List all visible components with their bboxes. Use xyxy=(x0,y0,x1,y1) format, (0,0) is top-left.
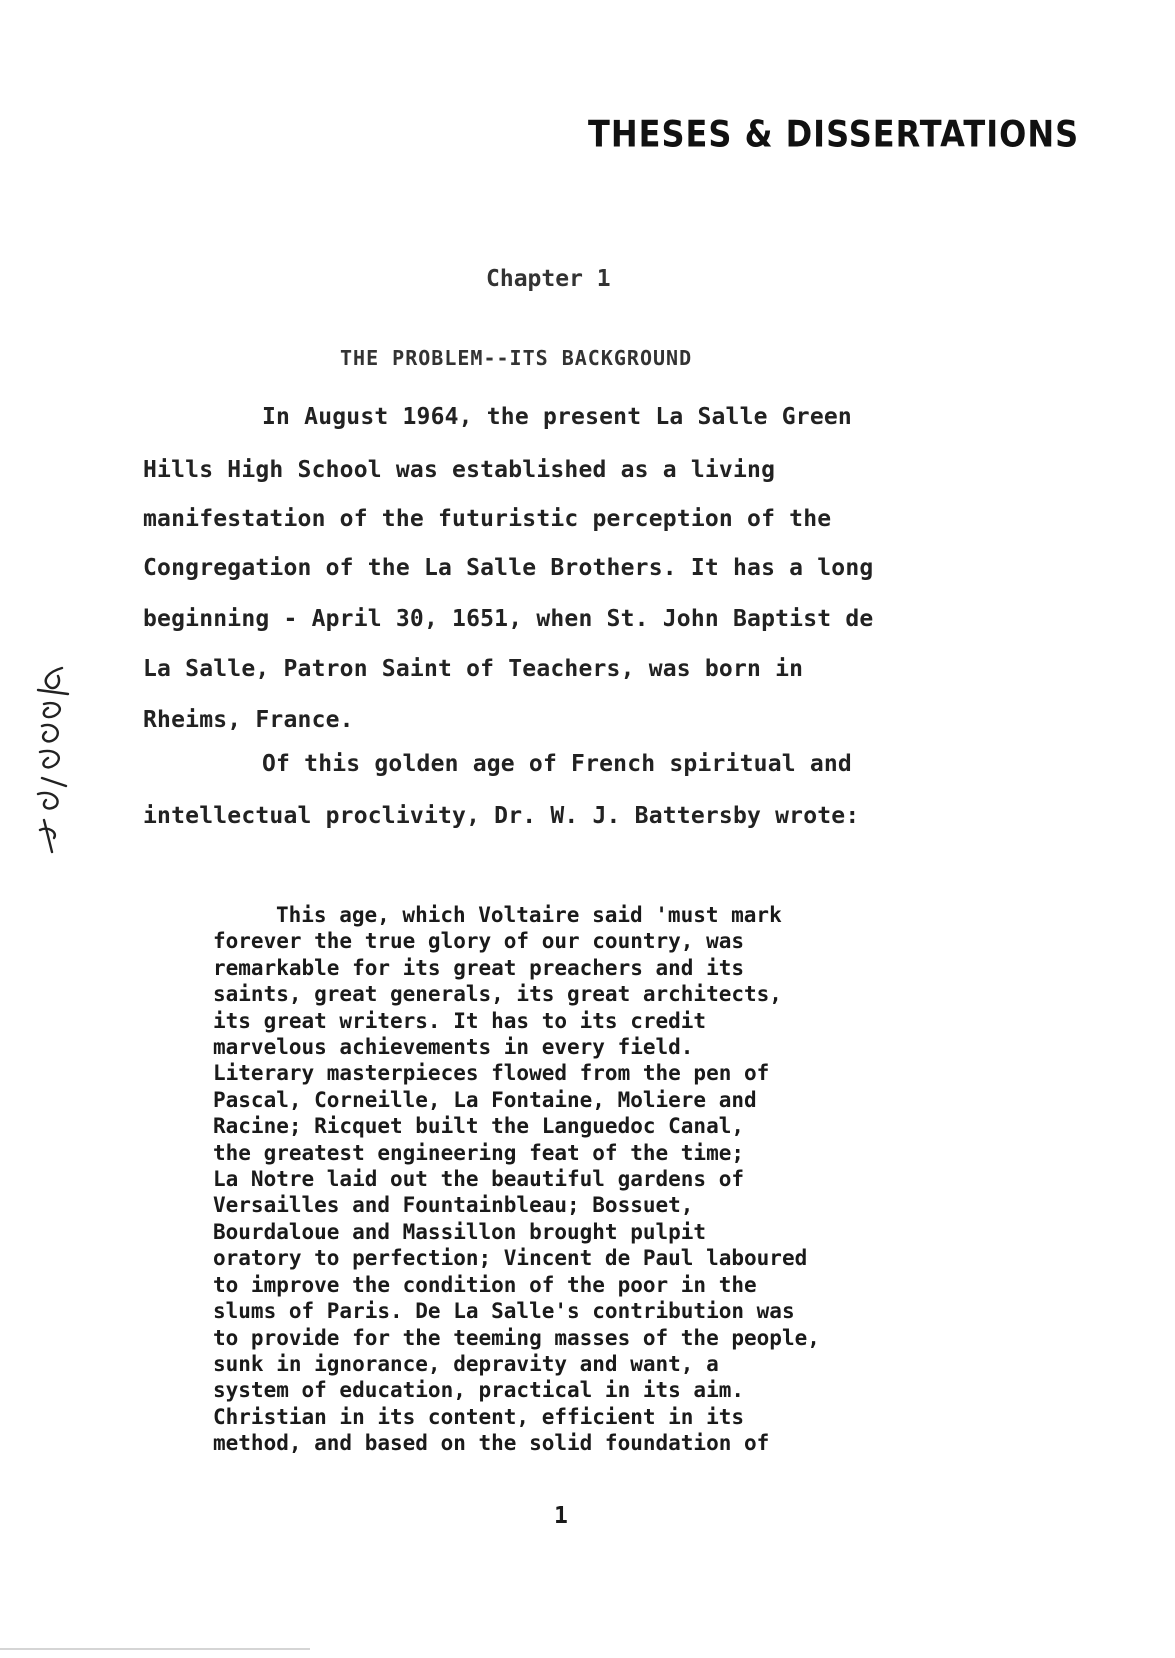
chapter-title: THE PROBLEM--ITS BACKGROUND xyxy=(340,346,693,370)
quote-line: Bourdaloue and Massillon brought pulpit xyxy=(213,1219,707,1244)
quote-line: system of education, practical in its aim. xyxy=(213,1378,745,1403)
quote-line: its great writers. It has to its credit xyxy=(213,1008,707,1033)
quote-line: Literary masterpieces flowed from the pen of xyxy=(213,1061,770,1086)
paragraph-2-line: intellectual proclivity, Dr. W. J. Battersby wrote: xyxy=(143,803,860,829)
quote-line: Racine; Ricquet built the Languedoc Canal, xyxy=(213,1114,745,1139)
quote-line: the greatest engineering feat of the time; xyxy=(213,1140,745,1165)
scan-footer-strip xyxy=(0,1646,310,1652)
paragraph-1-line: Rheims, France. xyxy=(143,707,354,733)
paragraph-1-line: beginning - April 30, 1651, when St. John Baptist de xyxy=(143,606,874,632)
quote-line: sunk in ignorance, depravity and want, a xyxy=(213,1351,719,1376)
quote-line: oratory to perfection; Vincent de Paul laboured xyxy=(213,1246,808,1271)
quote-line: Christian in its content, efficient in its xyxy=(213,1404,745,1429)
quote-line: This age, which Voltaire said 'must mark xyxy=(276,903,782,927)
paragraph-1-line: La Salle, Patron Saint of Teachers, was born in xyxy=(143,656,804,682)
theses-dissertations-stamp: THESES & DISSERTATIONS xyxy=(588,112,1080,156)
quote-line: saints, great generals, its great architects, xyxy=(213,982,782,1007)
page-number: 1 xyxy=(554,1503,568,1529)
quote-line: to improve the condition of the poor in the xyxy=(213,1272,757,1297)
paragraph-2-line: Of this golden age of French spiritual and xyxy=(262,751,852,777)
paragraph-1-line: Congregation of the La Salle Brothers. It has a long xyxy=(143,555,874,581)
quote-line: slums of Paris. De La Salle's contribution was xyxy=(213,1299,795,1324)
paragraph-1-line: In August 1964, the present La Salle Green xyxy=(262,404,852,430)
quote-line: method, and based on the solid foundation of xyxy=(213,1431,770,1456)
quote-line: Pascal, Corneille, La Fontaine, Moliere and xyxy=(213,1087,757,1112)
paragraph-1-line: manifestation of the futuristic perception of the xyxy=(143,506,832,532)
block-quote xyxy=(213,902,1013,1457)
handwritten-margin-note xyxy=(18,660,78,860)
quote-line: remarkable for its great preachers and its xyxy=(213,955,745,980)
quote-line: La Notre laid out the beautiful gardens of xyxy=(213,1167,745,1192)
chapter-label: Chapter 1 xyxy=(486,266,611,292)
quote-line: marvelous achievements in every field. xyxy=(213,1035,694,1060)
quote-line: forever the true glory of our country, was xyxy=(213,929,745,954)
quote-line: Versailles and Fountainbleau; Bossuet, xyxy=(213,1193,694,1218)
paragraph-1-line: Hills High School was established as a living xyxy=(143,457,776,483)
quote-line: to provide for the teeming masses of the people, xyxy=(213,1325,820,1350)
